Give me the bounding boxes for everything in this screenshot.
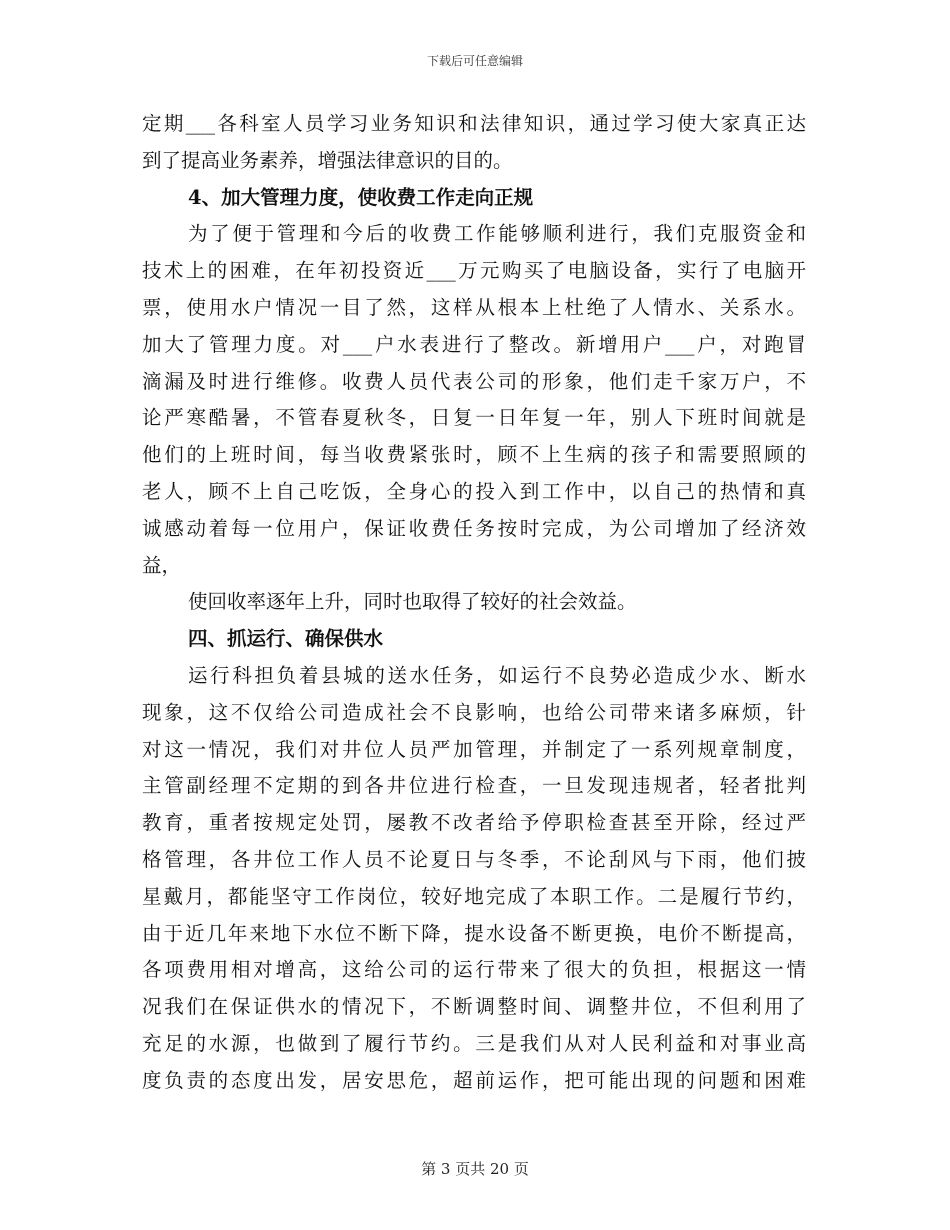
text-line: 他们的上班时间，每当收费紧张时，顾不上生病的孩子和需要照顾的	[142, 443, 806, 467]
text-line: 论严寒酷暑，不管春夏秋冬，日复一日年复一年，别人下班时间就是	[142, 406, 806, 430]
text-line: 加大了管理力度。对___户水表进行了整改。新增用户___户，对跑冒	[142, 332, 806, 356]
text-line: 益，	[142, 553, 182, 577]
page-number: 第 3 页共 20 页	[421, 1160, 529, 1178]
text-line: 主管副经理不定期的到各井位进行检查，一旦发现违规者，轻者批判	[142, 774, 806, 798]
text-line: 格管理，各井位工作人员不论夏日与冬季，不论刮风与下雨，他们披	[142, 847, 806, 871]
text-line: 技术上的困难，在年初投资近___万元购买了电脑设备，实行了电脑开	[142, 259, 806, 283]
text-line: 由于近几年来地下水位不断下降，提水设备不断更换，电价不断提高，	[142, 921, 806, 945]
text-line: 充足的水源，也做到了履行节约。三是我们从对人民利益和对事业高	[142, 1031, 806, 1055]
text-line: 为了便于管理和今后的收费工作能够顺利进行，我们克服资金和	[188, 222, 806, 246]
text-line: 星戴月，都能坚守工作岗位，较好地完成了本职工作。二是履行节约，	[142, 884, 806, 908]
text-line: 各项费用相对增高，这给公司的运行带来了很大的负担，根据这一情	[142, 958, 806, 982]
text-line: 对这一情况，我们对井位人员严加管理，并制定了一系列规章制度，	[142, 737, 806, 761]
text-line: 况我们在保证供水的情况下，不断调整时间、调整井位，不但利用了	[142, 995, 806, 1019]
text-line: 定期___各科室人员学习业务知识和法律知识，通过学习使大家真正达	[142, 112, 806, 135]
text-line: 票，使用水户情况一目了然，这样从根本上杜绝了人情水、关系水。	[142, 295, 806, 319]
text-line: 现象，这不仅给公司造成社会不良影响，也给公司带来诸多麻烦，针	[142, 700, 806, 724]
text-line: 运行科担负着县城的送水任务，如运行不良势必造成少水、断水	[188, 663, 806, 687]
document-body	[142, 106, 806, 1100]
section-heading: 4、加大管理力度，使收费工作走向正规	[188, 185, 534, 209]
text-line: 滴漏及时进行维修。收费人员代表公司的形象，他们走千家万户，不	[142, 369, 806, 393]
text-line: 教育，重者按规定处罚，屡教不改者给予停职检查甚至开除，经过严	[142, 811, 806, 835]
text-line: 到了提高业务素养，增强法律意识的目的。	[142, 148, 513, 172]
text-line: 诚感动着每一位用户，保证收费任务按时完成，为公司增加了经济效	[142, 516, 806, 540]
page-header: 下载后可任意编辑	[426, 54, 523, 68]
section-heading: 四、抓运行、确保供水	[188, 627, 384, 651]
text-line: 使回收率逐年上升，同时也取得了较好的社会效益。	[188, 590, 637, 614]
text-line: 度负责的态度出发，居安思危，超前运作，把可能出现的问题和困难	[142, 1068, 806, 1092]
text-line: 老人，顾不上自己吃饭，全身心的投入到工作中，以自己的热情和真	[142, 479, 806, 503]
